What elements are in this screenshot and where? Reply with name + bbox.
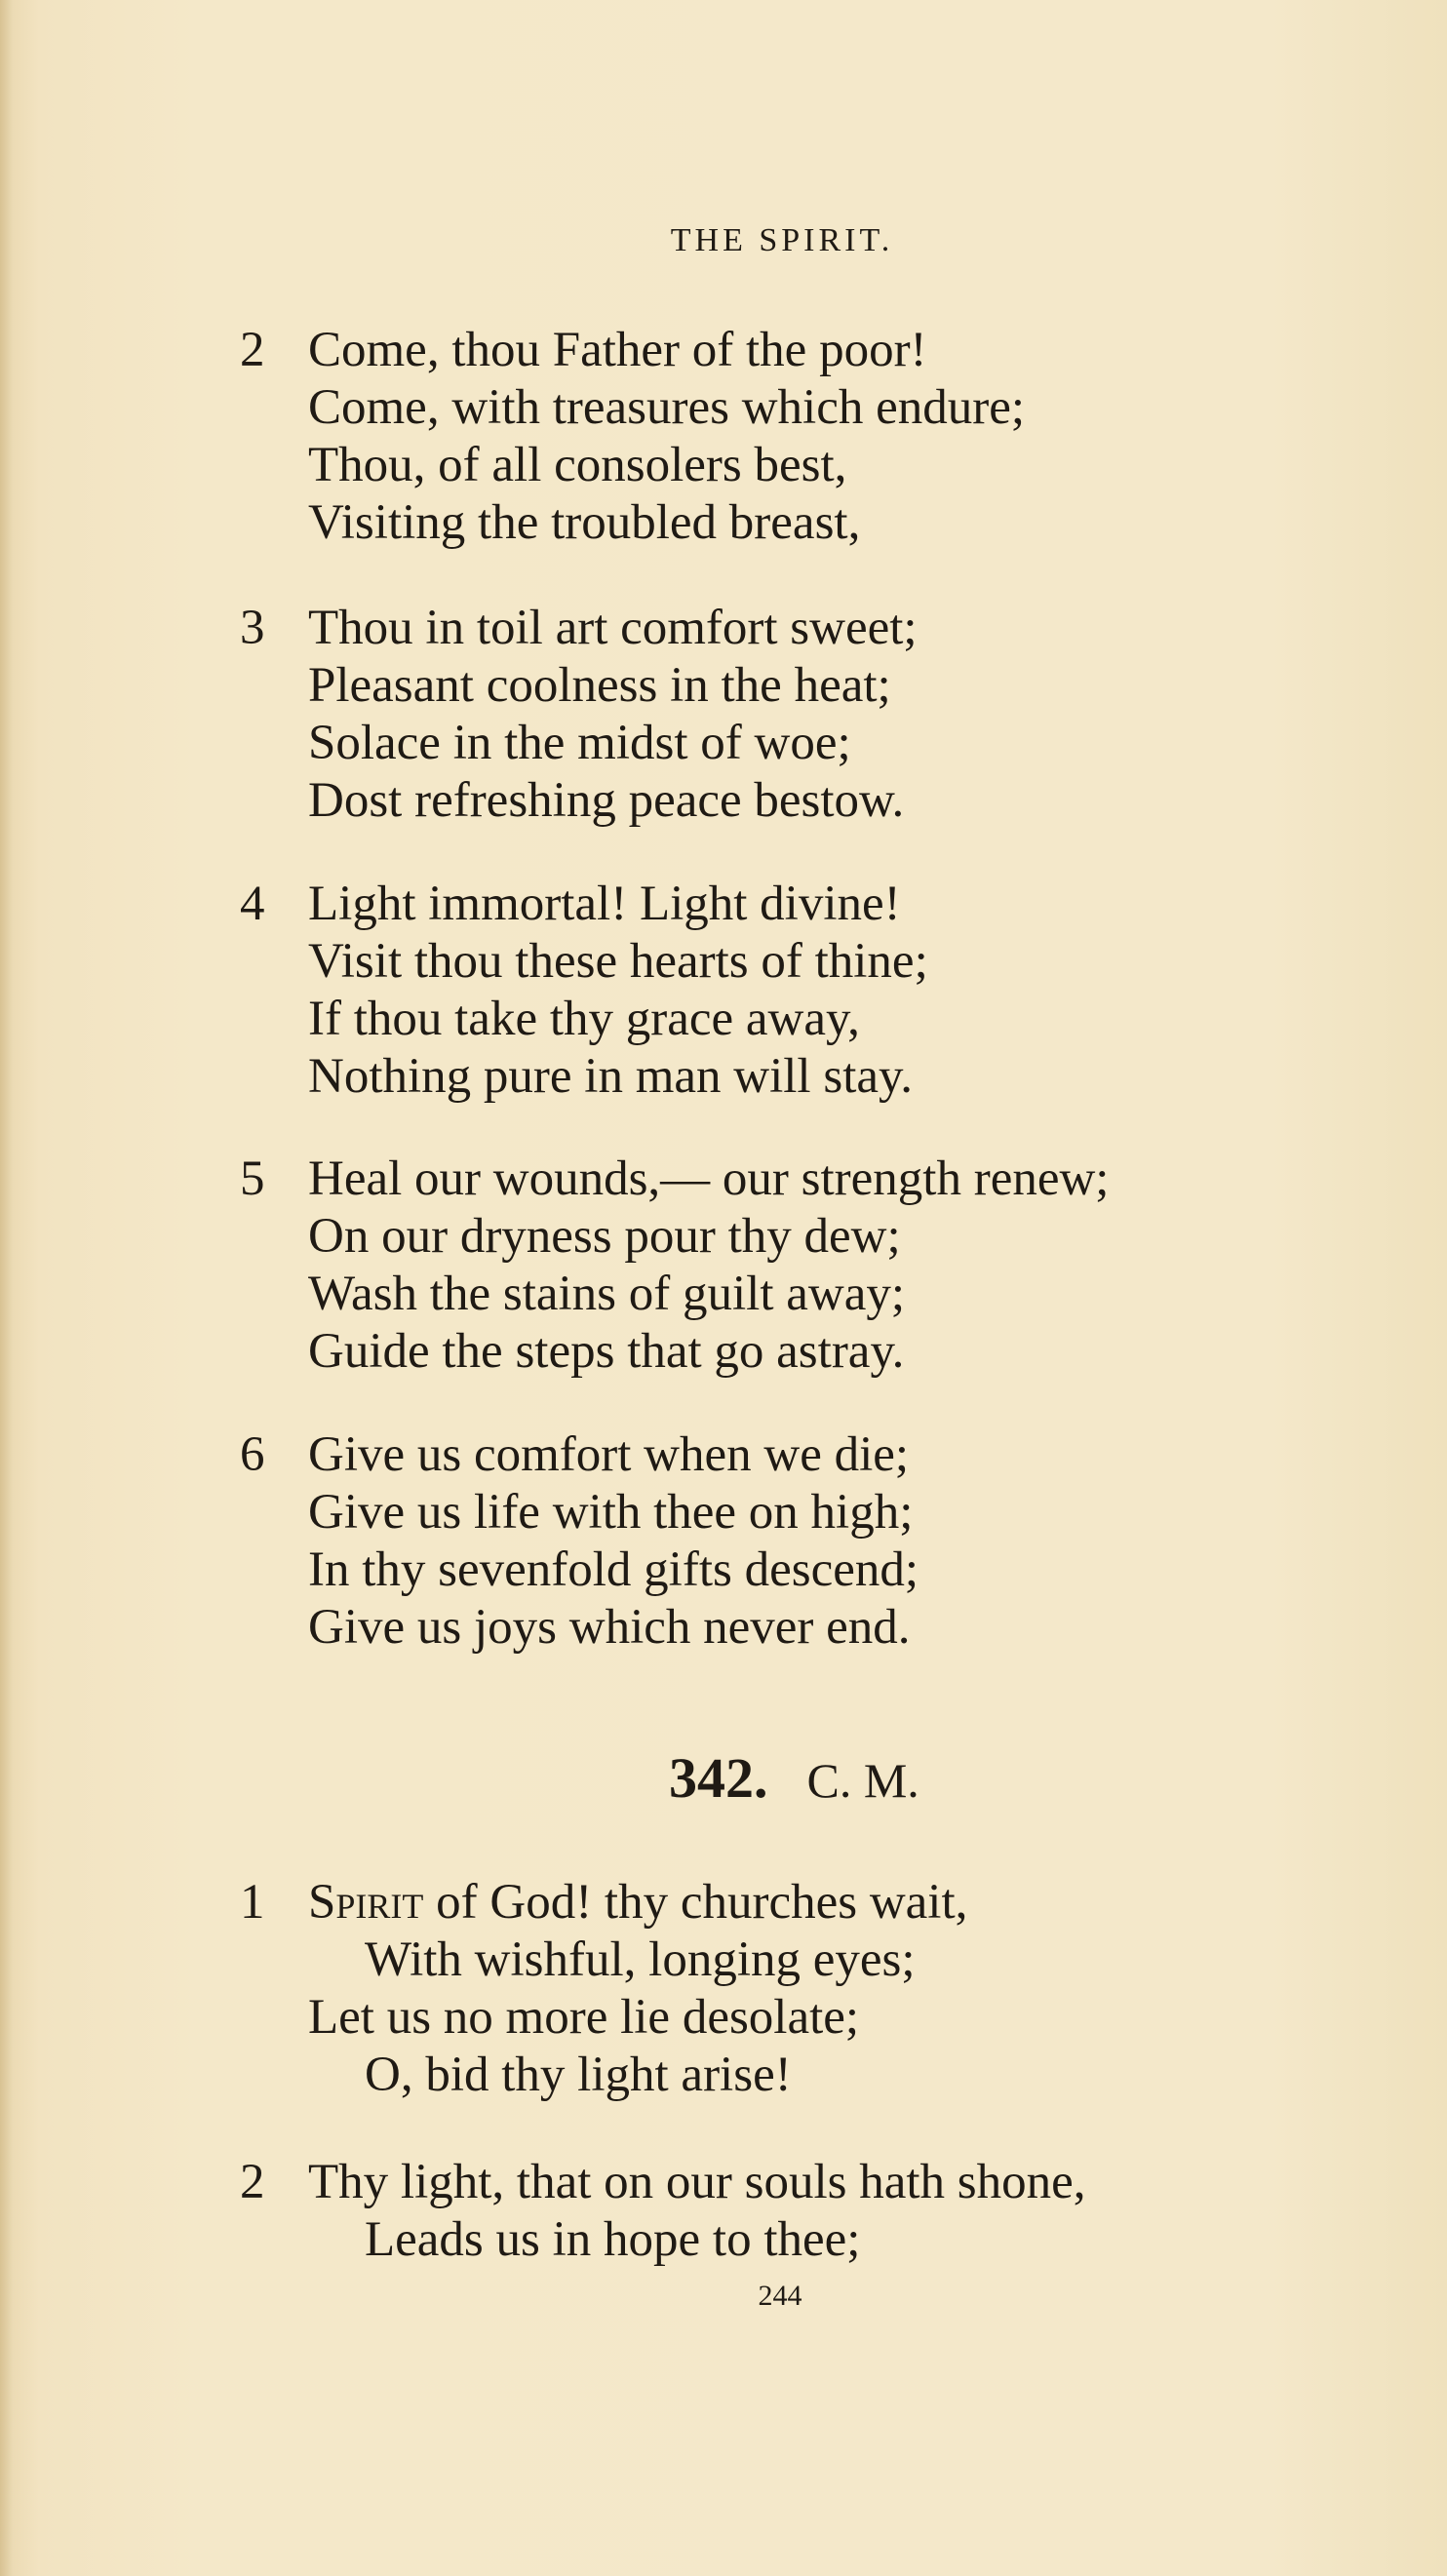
- hymn-meter: C. M.: [806, 1753, 919, 1808]
- verse-line: 4 Light immortal! Light divine!: [240, 877, 901, 931]
- verse-line: Visit thou these hearts of thine;: [308, 934, 928, 989]
- stanza-number: 3: [240, 601, 265, 655]
- stanza-number: 2: [240, 2155, 265, 2209]
- stanza-6: [240, 1426, 919, 1657]
- verse-line: Give us life with thee on high;: [308, 1485, 914, 1540]
- verse-line: Dost refreshing peace bestow.: [308, 773, 905, 828]
- first-word: Spirit: [308, 1875, 424, 1930]
- page-edge: [0, 0, 14, 2576]
- verse-line: If thou take thy grace away,: [308, 992, 860, 1046]
- stanza-number: 1: [240, 1875, 265, 1930]
- stanza-2: [240, 322, 1026, 552]
- hymn-342-stanza-1: [240, 1874, 968, 2104]
- stanza-number: 2: [240, 323, 265, 377]
- verse-line: Visiting the troubled breast,: [308, 495, 861, 550]
- running-head: THE SPIRIT.: [670, 222, 894, 258]
- verse-line: Solace in the midst of woe;: [308, 716, 851, 770]
- verse-line: 2 Thy light, that on our souls hath shone,: [240, 2155, 1086, 2209]
- stanza-5: [240, 1151, 1110, 1381]
- stanza-4: [240, 876, 928, 1106]
- hymn-heading: [669, 1745, 919, 1811]
- verse-line: In thy sevenfold gifts descend;: [308, 1542, 919, 1597]
- verse-line: 1 Spirit of God! thy churches wait,: [240, 1875, 968, 1930]
- verse-line: 2 Come, thou Father of the poor!: [240, 323, 927, 377]
- verse-line: O, bid thy light arise!: [365, 2048, 792, 2102]
- verse-line: Pleasant coolness in the heat;: [308, 658, 891, 713]
- stanza-number: 5: [240, 1151, 265, 1206]
- verse-line: Thou, of all consolers best,: [308, 438, 847, 492]
- stanza-number: 6: [240, 1427, 265, 1482]
- stanza-number: 4: [240, 877, 265, 931]
- verse-line: Leads us in hope to thee;: [365, 2212, 861, 2267]
- verse-line: 5 Heal our wounds,— our strength renew;: [240, 1151, 1110, 1206]
- verse-line: Let us no more lie desolate;: [308, 1990, 860, 2045]
- stanza-3: [240, 600, 918, 830]
- verse-line: Guide the steps that go astray.: [308, 1324, 905, 1379]
- verse-line: With wishful, longing eyes;: [365, 1932, 916, 1987]
- page-number: 244: [758, 2280, 802, 2312]
- verse-line: Give us joys which never end.: [308, 1600, 911, 1655]
- verse-line: Come, with treasures which endure;: [308, 380, 1026, 435]
- verse-line: On our dryness pour thy dew;: [308, 1209, 901, 1264]
- verse-line: Wash the stains of guilt away;: [308, 1267, 906, 1321]
- verse-line: 6 Give us comfort when we die;: [240, 1427, 910, 1482]
- hymn-342-stanza-2: [240, 2154, 1086, 2269]
- verse-line: Nothing pure in man will stay.: [308, 1049, 913, 1104]
- verse-line: 3 Thou in toil art comfort sweet;: [240, 601, 918, 655]
- hymn-number: 342.: [669, 1746, 768, 1810]
